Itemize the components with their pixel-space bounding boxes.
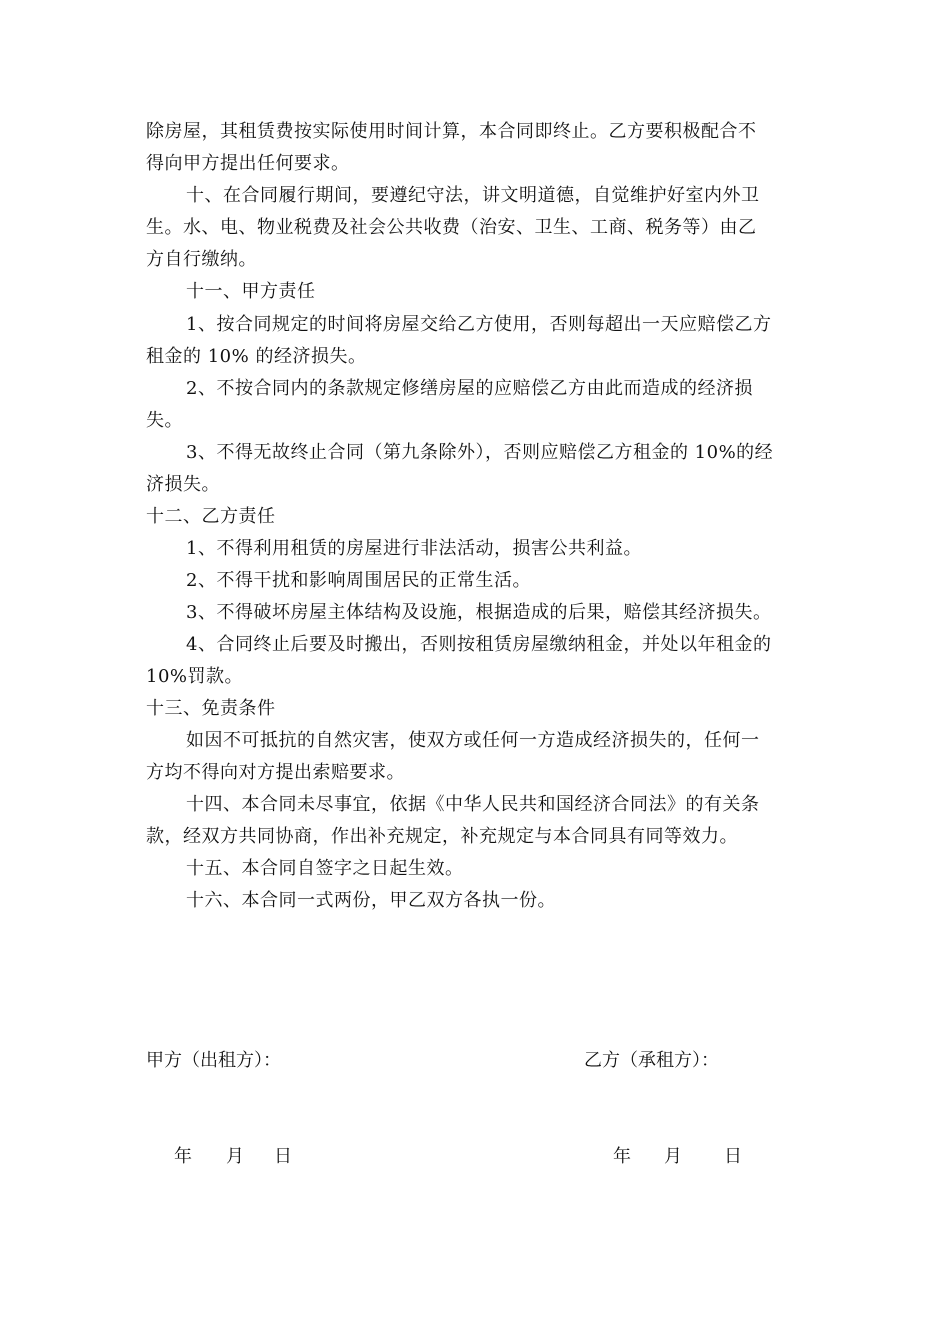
paragraph-line: 款，经双方共同协商，作出补充规定，补充规定与本合同具有同等效力。	[146, 826, 738, 847]
paragraph-line: 得向甲方提出任何要求。	[146, 153, 350, 174]
clause-16-text: 十六、本合同一式两份，甲乙双方各执一份。	[186, 890, 556, 911]
clause-12-item-1: 1、不得利用租赁的房屋进行非法活动，损害公共利益。	[186, 538, 642, 559]
party-b-date-year: 年	[613, 1146, 631, 1167]
party-a-date-month: 月	[226, 1146, 244, 1167]
clause-11-item-2: 2、不按合同内的条款规定修缮房屋的应赔偿乙方由此而造成的经济损	[186, 378, 753, 399]
clause-15-text: 十五、本合同自签字之日起生效。	[186, 858, 464, 879]
clause-13-text: 如因不可抵抗的自然灾害，使双方或任何一方造成经济损失的，任何一	[186, 730, 760, 751]
clause-12-item-3: 3、不得破坏房屋主体结构及设施，根据造成的后果，赔偿其经济损失。	[186, 602, 772, 623]
paragraph-line: 失。	[146, 410, 183, 431]
party-b-date-day: 日	[724, 1146, 742, 1167]
party-a-date-year: 年	[174, 1146, 192, 1167]
clause-11-heading: 十一、甲方责任	[186, 281, 316, 302]
clause-10-line: 十、在合同履行期间，要遵纪守法，讲文明道德，自觉维护好室内外卫	[186, 185, 760, 206]
clause-12-item-4: 4、合同终止后要及时搬出，否则按租赁房屋缴纳租金，并处以年租金的	[186, 634, 772, 655]
party-a-signature-label: 甲方（出租方）：	[146, 1050, 281, 1071]
paragraph-line: 济损失。	[146, 474, 220, 495]
paragraph-line: 10%罚款。	[146, 666, 244, 687]
clause-12-item-2: 2、不得干扰和影响周围居民的正常生活。	[186, 570, 531, 591]
party-b-date-month: 月	[664, 1146, 682, 1167]
clause-14-text: 十四、本合同未尽事宜，依据《中华人民共和国经济合同法》的有关条	[186, 794, 760, 815]
paragraph-line: 生。水、电、物业税费及社会公共收费（治安、卫生、工商、税务等）由乙	[146, 217, 757, 238]
paragraph-line: 除房屋，其租赁费按实际使用时间计算，本合同即终止。乙方要积极配合不	[146, 121, 757, 142]
paragraph-line: 方均不得向对方提出索赔要求。	[146, 762, 405, 783]
paragraph-line: 方自行缴纳。	[146, 249, 257, 270]
clause-13-heading: 十三、免责条件	[146, 698, 276, 719]
party-b-signature-label: 乙方（承租方）：	[584, 1050, 719, 1071]
party-a-date-day: 日	[274, 1146, 292, 1167]
clause-11-item-3: 3、不得无故终止合同（第九条除外），否则应赔偿乙方租金的 10%的经	[186, 442, 774, 463]
clause-11-item-1: 1、按合同规定的时间将房屋交给乙方使用，否则每超出一天应赔偿乙方	[186, 314, 772, 335]
paragraph-line: 租金的 10% 的经济损失。	[146, 346, 367, 367]
clause-12-heading: 十二、乙方责任	[146, 506, 276, 527]
